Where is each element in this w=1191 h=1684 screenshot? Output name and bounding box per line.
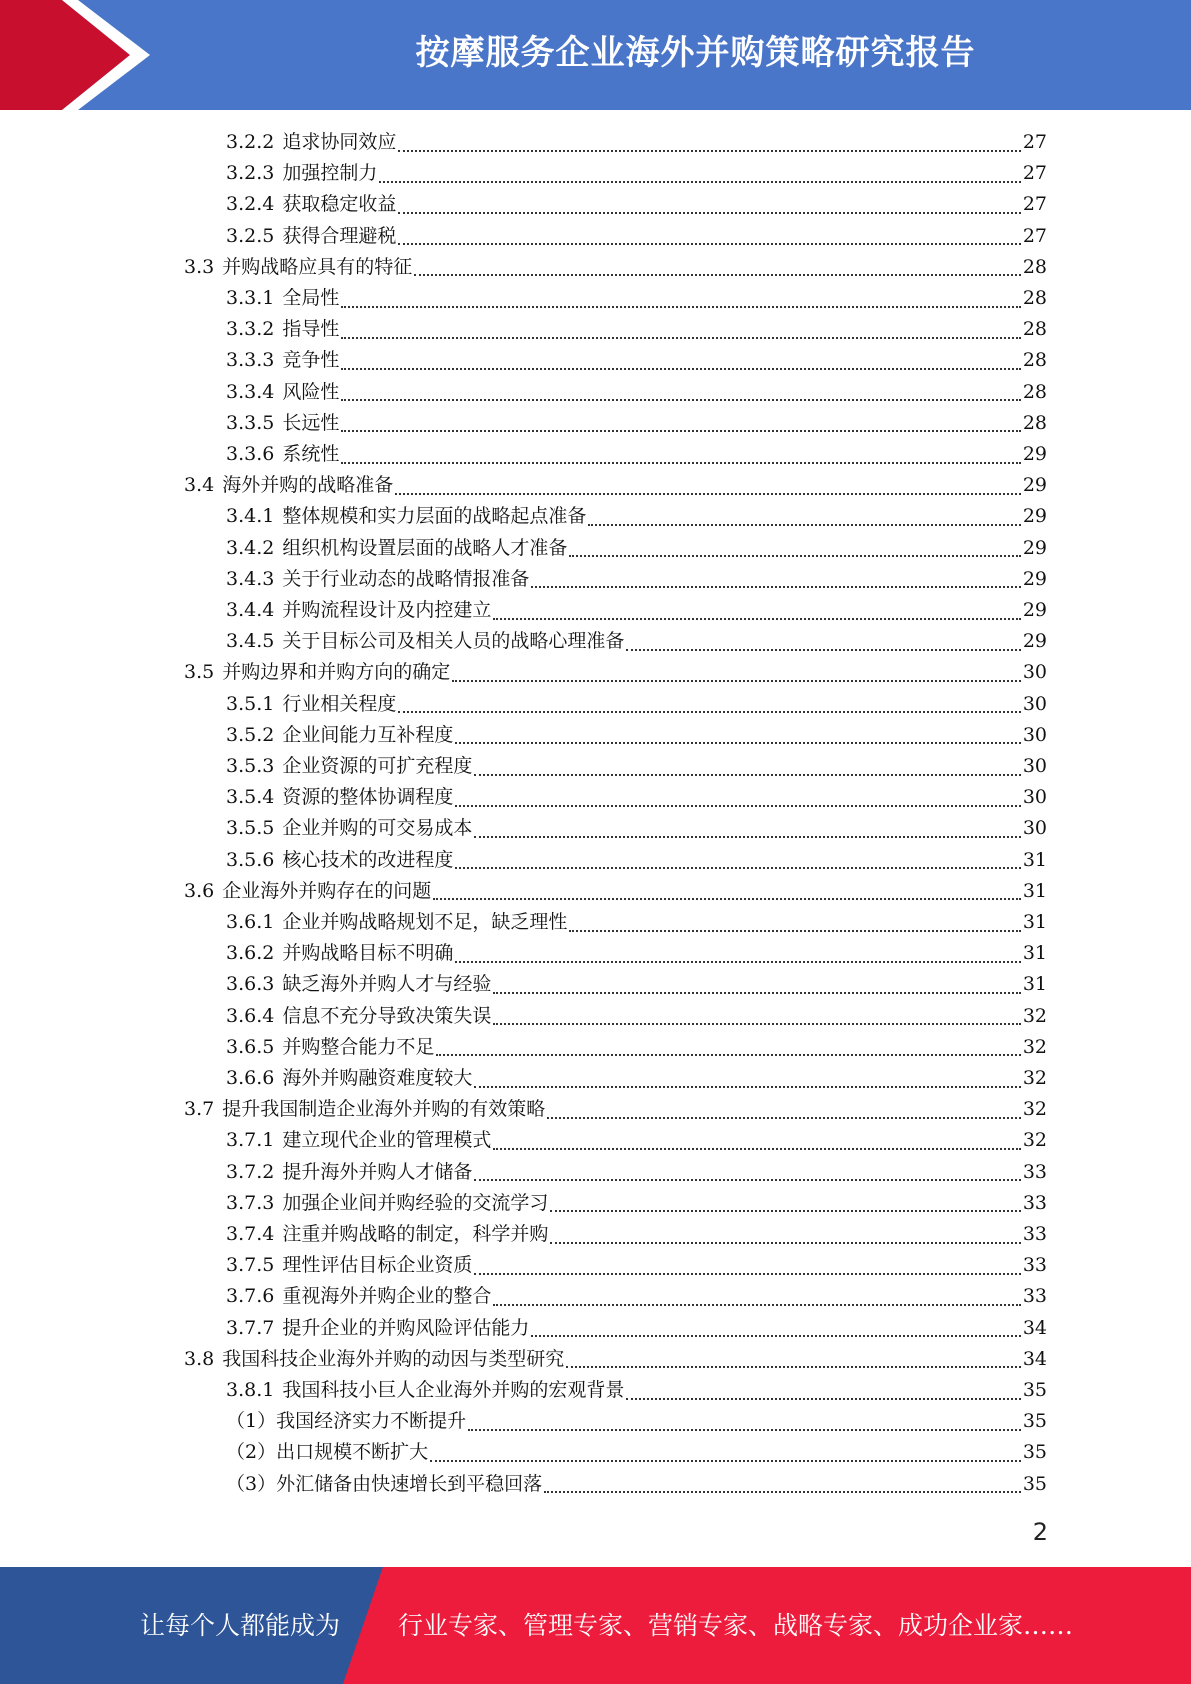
toc-entry[interactable] (226, 751, 1047, 782)
toc-entry-title: 整体规模和实力层面的战略起点准备 (282, 505, 587, 528)
toc-entry[interactable] (226, 720, 1047, 751)
toc-entry-number: 3.3.1 (226, 287, 275, 309)
toc-entry-title: 重视海外并购企业的整合 (282, 1285, 492, 1308)
toc-entry-number: 3.5.6 (226, 848, 275, 871)
toc-entry[interactable] (226, 189, 1047, 220)
toc-dot-leader (544, 1477, 1021, 1493)
toc-entry-page: 28 (1022, 287, 1047, 309)
toc-entry[interactable] (226, 127, 1047, 158)
toc-dot-leader (430, 1446, 1021, 1462)
toc-entry-title: 并购战略目标不明确 (282, 942, 454, 965)
toc-entry-title: 指导性 (282, 318, 340, 341)
toc-entry[interactable] (226, 1375, 1047, 1406)
toc-entry-page: 30 (1022, 817, 1047, 840)
toc-entry[interactable] (226, 1469, 1047, 1500)
toc-entry[interactable] (226, 1281, 1047, 1312)
toc-entry-number: 3.3.4 (226, 380, 275, 403)
toc-entry[interactable] (184, 1344, 1047, 1375)
toc-entry-page: 32 (1022, 1129, 1047, 1152)
toc-entry-page: 29 (1022, 474, 1047, 497)
toc-dot-leader (474, 1165, 1020, 1181)
toc-entry-title: 企业并购战略规划不足，缺乏理性 (282, 911, 568, 933)
toc-dot-leader (569, 541, 1020, 557)
toc-entry[interactable] (226, 938, 1047, 969)
toc-entry-number: 3.3.2 (226, 318, 275, 341)
toc-entry[interactable] (226, 595, 1047, 626)
toc-entry-number: 3.4.1 (226, 505, 275, 528)
toc-entry-page: 29 (1022, 505, 1047, 528)
toc-entry[interactable] (226, 907, 1047, 938)
toc-entry-page: 31 (1022, 879, 1047, 902)
toc-entry-number: 3.3.5 (226, 411, 275, 434)
toc-entry-page: 32 (1022, 1004, 1047, 1027)
toc-dot-leader (436, 1040, 1020, 1056)
toc-entry-number: 3.3.3 (226, 349, 275, 372)
header-arrow-decoration (0, 0, 160, 110)
toc-entry-page: 34 (1022, 1316, 1047, 1339)
toc-entry-page: 33 (1022, 1223, 1047, 1245)
toc-dot-leader (398, 198, 1020, 214)
toc-dot-leader (455, 947, 1020, 963)
toc-entry[interactable] (226, 1188, 1047, 1219)
toc-entry[interactable] (226, 845, 1047, 876)
toc-entry-title: 企业海外并购存在的问题 (222, 879, 432, 902)
toc-dot-leader (493, 604, 1020, 620)
toc-entry-number: 3.6.5 (226, 1035, 275, 1058)
toc-entry-page: 30 (1022, 661, 1047, 684)
toc-entry-number: 3.7.3 (226, 1191, 275, 1214)
toc-entry-number: 3.7.7 (226, 1316, 275, 1339)
toc-entry-page: 27 (1022, 162, 1047, 185)
toc-entry[interactable] (226, 314, 1047, 345)
toc-entry[interactable] (226, 501, 1047, 532)
toc-entry[interactable] (226, 564, 1047, 595)
toc-entry-number: （3） (226, 1472, 277, 1495)
page-footer (0, 1567, 1191, 1684)
toc-entry-page: 33 (1022, 1160, 1047, 1183)
toc-entry-number: 3.6.6 (226, 1067, 275, 1089)
toc-entry-title: 海外并购融资难度较大 (282, 1067, 473, 1089)
toc-entry-page: 28 (1022, 380, 1047, 403)
page-header (0, 0, 1191, 110)
toc-entry-number: 3.5 (184, 661, 215, 684)
toc-entry-title: 理性评估目标企业资质 (282, 1254, 473, 1277)
toc-entry-number: 3.6.2 (226, 942, 275, 965)
toc-entry-number: 3.2.5 (226, 224, 275, 247)
toc-dot-leader (455, 791, 1020, 807)
toc-entry-number: 3.7.6 (226, 1285, 275, 1308)
toc-entry-number: 3.6.3 (226, 973, 275, 996)
toc-entry-page: 35 (1022, 1410, 1047, 1433)
toc-entry[interactable] (226, 689, 1047, 720)
toc-entry-page: 32 (1022, 1098, 1047, 1121)
toc-entry-number: 3.7 (184, 1098, 215, 1121)
toc-entry-page: 31 (1022, 973, 1047, 996)
toc-entry-page: 31 (1022, 911, 1047, 933)
toc-entry-page: 30 (1022, 723, 1047, 746)
toc-dot-leader (452, 666, 1021, 682)
toc-entry-title: 加强企业间并购经验的交流学习 (282, 1191, 549, 1214)
toc-entry-number: 3.4.3 (226, 567, 275, 590)
toc-entry[interactable] (226, 813, 1047, 844)
toc-entry[interactable] (226, 782, 1047, 813)
toc-entry-number: 3.2.2 (226, 131, 275, 153)
toc-entry-page: 31 (1022, 848, 1047, 871)
toc-dot-leader (341, 448, 1020, 464)
toc-entry-title: 全局性 (282, 287, 340, 309)
toc-entry-page: 31 (1022, 942, 1047, 965)
toc-entry-page: 27 (1022, 224, 1047, 247)
toc-entry-number: 3.3.6 (226, 443, 275, 465)
toc-dot-leader (395, 479, 1021, 495)
toc-dot-leader (566, 1352, 1021, 1368)
toc-entry[interactable] (226, 1250, 1047, 1281)
toc-entry-title: 企业资源的可扩充程度 (282, 755, 473, 777)
toc-entry[interactable] (226, 533, 1047, 564)
toc-entry-title: 建立现代企业的管理模式 (282, 1129, 492, 1152)
toc-entry-page: 29 (1022, 443, 1047, 465)
toc-dot-leader (626, 635, 1020, 651)
toc-entry-title: 我国经济实力不断提升 (276, 1410, 467, 1433)
toc-entry-page: 29 (1022, 630, 1047, 653)
page-number: 2 (1032, 1518, 1048, 1546)
toc-entry-number: 3.5.3 (226, 755, 275, 777)
toc-entry[interactable] (226, 408, 1047, 439)
toc-entry-title: 我国科技小巨人企业海外并购的宏观背景 (282, 1379, 625, 1401)
toc-entry-number: 3.4 (184, 474, 215, 497)
toc-dot-leader (341, 416, 1020, 432)
toc-entry[interactable] (226, 1125, 1047, 1156)
toc-dot-leader (493, 978, 1020, 994)
toc-entry-title: 加强控制力 (282, 162, 378, 185)
toc-dot-leader (433, 884, 1021, 900)
toc-dot-leader (531, 1321, 1020, 1337)
toc-entry-title: 竞争性 (282, 349, 340, 372)
toc-entry-title: 我国科技企业海外并购的动因与类型研究 (222, 1347, 565, 1370)
toc-entry-title: 外汇储备由快速增长到平稳回落 (276, 1472, 543, 1495)
toc-entry[interactable] (226, 1219, 1047, 1250)
toc-entry-page: 28 (1022, 349, 1047, 372)
toc-entry-number: 3.4.2 (226, 536, 275, 559)
toc-dot-leader (398, 136, 1020, 152)
toc-entry-title: 提升企业的并购风险评估能力 (282, 1316, 530, 1339)
toc-dot-leader (547, 1103, 1021, 1119)
toc-dot-leader (474, 760, 1020, 776)
toc-entry-number: 3.2.4 (226, 193, 275, 216)
toc-entry-number: 3.3 (184, 255, 215, 278)
toc-entry-number: 3.7.5 (226, 1254, 275, 1277)
toc-dot-leader (341, 323, 1020, 339)
toc-entry-page: 29 (1022, 536, 1047, 559)
toc-entry-title: 获取稳定收益 (282, 193, 397, 216)
toc-entry-number: 3.5.1 (226, 692, 275, 715)
toc-dot-leader (474, 1259, 1020, 1275)
toc-entry-title: 注重并购战略的制定，科学并购 (282, 1223, 549, 1245)
toc-entry-page: 27 (1022, 193, 1047, 216)
toc-entry-number: 3.6 (184, 879, 215, 902)
document-title: 按摩服务企业海外并购策略研究报告 (415, 33, 976, 73)
toc-entry[interactable] (184, 252, 1047, 283)
toc-entry-page: 27 (1022, 131, 1047, 153)
toc-entry[interactable] (184, 657, 1047, 688)
toc-entry[interactable] (226, 158, 1047, 189)
toc-entry-title: 并购战略应具有的特征 (222, 255, 413, 278)
toc-entry-page: 30 (1022, 786, 1047, 809)
toc-entry-page: 33 (1022, 1285, 1047, 1308)
toc-dot-leader (550, 1228, 1020, 1244)
toc-entry-page: 29 (1022, 567, 1047, 590)
toc-entry-number: 3.4.5 (226, 630, 275, 653)
toc-dot-leader (379, 167, 1020, 183)
toc-entry-title: 风险性 (282, 380, 340, 403)
footer-slogan-left: 让每个人都能成为 (140, 1611, 341, 1640)
toc-dot-leader (474, 1072, 1020, 1088)
toc-entry-number: 3.6.1 (226, 911, 275, 933)
footer-slogan-right: 行业专家、管理专家、营销专家、战略专家、成功企业家…… (398, 1611, 1074, 1640)
toc-entry-page: 32 (1022, 1067, 1047, 1089)
toc-entry[interactable] (184, 470, 1047, 501)
toc-entry-title: 行业相关程度 (282, 692, 397, 715)
toc-entry-number: 3.5.2 (226, 723, 275, 746)
toc-dot-leader (626, 1384, 1020, 1400)
toc-entry[interactable] (226, 283, 1047, 314)
toc-entry[interactable] (226, 345, 1047, 376)
toc-entry-title: 组织机构设置层面的战略人才准备 (282, 536, 568, 559)
toc-entry-title: 海外并购的战略准备 (222, 474, 394, 497)
toc-dot-leader (341, 354, 1020, 370)
toc-dot-leader (531, 572, 1020, 588)
toc-entry-title: 信息不充分导致决策失误 (282, 1004, 492, 1027)
toc-entry-page: 32 (1022, 1035, 1047, 1058)
toc-entry[interactable] (226, 1437, 1047, 1468)
toc-entry-title: 并购整合能力不足 (282, 1035, 435, 1058)
toc-entry[interactable] (226, 1406, 1047, 1437)
toc-dot-leader (341, 292, 1020, 308)
toc-dot-leader (398, 229, 1020, 245)
toc-entry-page: 35 (1022, 1441, 1047, 1464)
toc-entry-number: 3.8 (184, 1347, 215, 1370)
toc-dot-leader (493, 1290, 1020, 1306)
toc-entry-title: 企业间能力互补程度 (282, 723, 454, 746)
toc-entry-title: 提升我国制造企业海外并购的有效策略 (222, 1098, 546, 1121)
toc-entry-number: 3.6.4 (226, 1004, 275, 1027)
toc-entry-number: （1） (226, 1410, 277, 1433)
toc-entry-number: 3.7.4 (226, 1223, 275, 1245)
toc-dot-leader (468, 1415, 1021, 1431)
toc-entry-title: 缺乏海外并购人才与经验 (282, 973, 492, 996)
toc-entry[interactable] (226, 377, 1047, 408)
toc-dot-leader (398, 697, 1020, 713)
toc-entry-number: 3.2.3 (226, 162, 275, 185)
toc-entry-page: 30 (1022, 755, 1047, 777)
toc-entry-title: 并购流程设计及内控建立 (282, 599, 492, 621)
toc-entry-number: 3.8.1 (226, 1379, 275, 1401)
toc-entry-number: （2） (226, 1441, 277, 1464)
toc-entry-title: 系统性 (282, 443, 340, 465)
toc-entry-page: 35 (1022, 1379, 1047, 1401)
toc-entry[interactable] (184, 1094, 1047, 1125)
toc-entry-page: 28 (1022, 411, 1047, 434)
toc-dot-leader (493, 1134, 1020, 1150)
toc-entry[interactable] (226, 1157, 1047, 1188)
toc-entry-title: 关于行业动态的战略情报准备 (282, 567, 530, 590)
toc-entry-title: 关于目标公司及相关人员的战略心理准备 (282, 630, 625, 653)
toc-entry-page: 34 (1022, 1347, 1047, 1370)
toc-entry-page: 33 (1022, 1254, 1047, 1277)
toc-entry[interactable] (226, 439, 1047, 470)
toc-entry-number: 3.7.2 (226, 1160, 275, 1183)
toc-entry-title: 长远性 (282, 411, 340, 434)
toc-entry-title: 资源的整体协调程度 (282, 786, 454, 809)
toc-entry[interactable] (226, 1032, 1047, 1063)
toc-entry-page: 30 (1022, 692, 1047, 715)
toc-entry-number: 3.4.4 (226, 599, 275, 621)
toc-dot-leader (455, 853, 1020, 869)
toc-entry[interactable] (226, 221, 1047, 252)
toc-entry-page: 28 (1022, 255, 1047, 278)
toc-entry[interactable] (226, 1001, 1047, 1032)
toc-entry-number: 3.7.1 (226, 1129, 275, 1152)
toc-entry-title: 追求协同效应 (282, 131, 397, 153)
toc-dot-leader (569, 916, 1020, 932)
toc-dot-leader (474, 822, 1020, 838)
toc-entry[interactable] (226, 626, 1047, 657)
toc-entry-page: 35 (1022, 1472, 1047, 1495)
toc-entry-title: 提升海外并购人才储备 (282, 1160, 473, 1183)
toc-dot-leader (341, 385, 1020, 401)
toc-dot-leader (550, 1196, 1020, 1212)
toc-dot-leader (588, 510, 1020, 526)
toc-dot-leader (414, 260, 1021, 276)
toc-entry[interactable] (226, 1313, 1047, 1344)
toc-entry-page: 33 (1022, 1191, 1047, 1214)
toc-entry-number: 3.5.4 (226, 786, 275, 809)
toc-entry[interactable] (184, 876, 1047, 907)
toc-entry-title: 企业并购的可交易成本 (282, 817, 473, 840)
toc-entry-page: 28 (1022, 318, 1047, 341)
toc-entry-title: 并购边界和并购方向的确定 (222, 661, 451, 684)
toc-dot-leader (455, 728, 1020, 744)
toc-entry-title: 核心技术的改进程度 (282, 848, 454, 871)
toc-entry[interactable] (226, 969, 1047, 1000)
toc-entry-title: 出口规模不断扩大 (276, 1441, 429, 1464)
toc-entry-title: 获得合理避税 (282, 224, 397, 247)
toc-entry[interactable] (226, 1063, 1047, 1094)
toc-dot-leader (493, 1009, 1020, 1025)
toc-entry-page: 29 (1022, 599, 1047, 621)
toc-entry-number: 3.5.5 (226, 817, 275, 840)
